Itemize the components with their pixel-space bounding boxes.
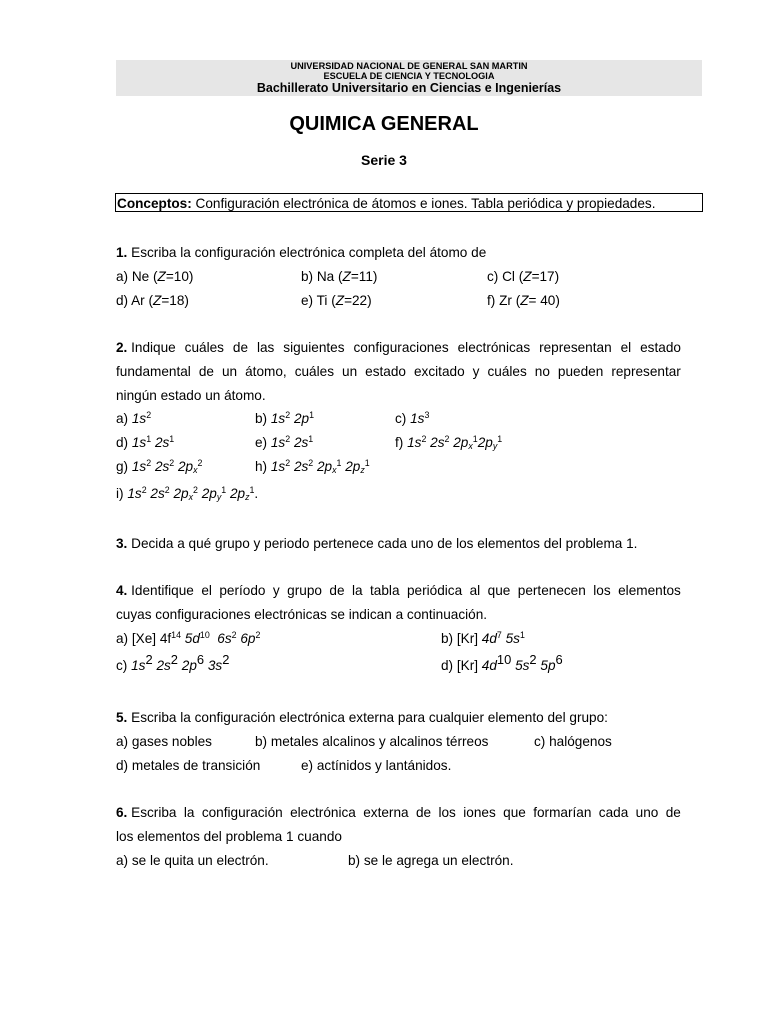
university-name: UNIVERSIDAD NACIONAL DE GENERAL SAN MARTIN bbox=[290, 61, 528, 71]
question-number: 1. bbox=[116, 245, 128, 260]
question-2-line-1: 2. Indique cuáles de las siguientes configuraciones electrónicas representan el estado bbox=[116, 340, 681, 355]
q1-option-c: c) Cl (Z=17) bbox=[487, 269, 560, 284]
question-number: 6. bbox=[116, 805, 128, 820]
q1-option-a: a) Ne (Z=10) bbox=[116, 269, 194, 284]
question-number: 2. bbox=[116, 340, 128, 355]
q2-option-g: g) $1s^2$ $2s^2$ $2p_x^2$ bbox=[116, 458, 203, 476]
q2-option-d: d) $1s^1$ $2s^1$ bbox=[116, 434, 175, 450]
question-text: Decida a qué grupo y periodo pertenece cada uno de los elementos del problema 1. bbox=[131, 536, 638, 551]
concepts-label: Conceptos: bbox=[117, 196, 192, 211]
q5-option-a: a) gases nobles bbox=[116, 734, 212, 749]
q1-option-f: f) Zr (Z= 40) bbox=[487, 293, 560, 308]
question-2-line-2: fundamental de un átomo, cuáles un estado excitado y cuáles no pueden representar bbox=[116, 364, 681, 379]
q6-option-b: b) se le agrega un electrón. bbox=[348, 853, 514, 868]
page-title: QUIMICA GENERAL bbox=[289, 113, 479, 135]
q2-option-b: b) $1s^2$ $2p^1$ bbox=[255, 410, 314, 426]
question-text: Escriba la configuración electrónica completa del átomo de bbox=[131, 245, 487, 260]
q2-option-i: i) $1s^2$ $2s^2$ $2p_x^2$ $2p_y^1$ $2p_z^1$. bbox=[116, 485, 259, 503]
q4-option-d: d) [Kr] $4d^{10}$ $5s^2$ $5p^6$ bbox=[441, 652, 563, 673]
q2-option-c: c) $1s^3$ bbox=[395, 410, 430, 426]
series-number: Serie 3 bbox=[361, 152, 407, 168]
program-name: Bachillerato Universitario en Ciencias e Ingenierías bbox=[256, 81, 562, 95]
q2-option-f: f) $1s^2$ $2s^2$ $2p_x^12p_y^1$ bbox=[395, 434, 503, 452]
q5-option-b: b) metales alcalinos y alcalinos térreos bbox=[255, 734, 489, 749]
q5-option-c: c) halógenos bbox=[534, 734, 612, 749]
question-number: 4. bbox=[116, 583, 128, 598]
question-6-line-1: 6. Escriba la configuración electrónica externa de los iones que formarían cada uno de bbox=[116, 805, 681, 820]
q5-option-e: e) actínidos y lantánidos. bbox=[301, 758, 452, 773]
question-number: 3. bbox=[116, 536, 128, 551]
question-4-line-2: cuyas configuraciones electrónicas se indican a continuación. bbox=[116, 607, 488, 622]
question-4-line-1: 4. Identifique el período y grupo de la tabla periódica al que pertenecen los elementos bbox=[116, 583, 681, 598]
q4-option-c: c) $1s^2$ $2s^2$ $2p^6$ $3s^2$ bbox=[116, 652, 230, 673]
q2-option-e: e) $1s^2$ $2s^1$ bbox=[255, 434, 314, 450]
question-text: Escriba la configuración electrónica externa para cualquier elemento del grupo: bbox=[131, 710, 608, 725]
q4-option-a: a) [Xe] $4f^{14}$ $5d^{10}$ $6s^2$ $6p^2$ bbox=[116, 630, 261, 646]
q4-option-b: b) [Kr] $4d^7$ $5s^1$ bbox=[441, 630, 525, 646]
question-number: 5. bbox=[116, 710, 128, 725]
institution-header bbox=[116, 60, 702, 96]
question-5 bbox=[116, 710, 608, 726]
q6-option-a: a) se le quita un electrón. bbox=[116, 853, 269, 868]
question-6-line-2: los elementos del problema 1 cuando bbox=[116, 829, 342, 844]
q1-option-e: e) Ti (Z=22) bbox=[301, 293, 372, 308]
q2-option-a: a) $1s^2$ bbox=[116, 410, 152, 426]
concepts-box bbox=[115, 193, 703, 212]
q5-option-d: d) metales de transición bbox=[116, 758, 261, 773]
question-2-line-3: ningún estado un átomo. bbox=[116, 388, 266, 403]
q1-option-b: b) Na (Z=11) bbox=[301, 269, 378, 284]
q2-option-h: h) $1s^2$ $2s^2$ $2p_x^1$ $2p_z^1$ bbox=[255, 458, 370, 476]
q1-option-d: d) Ar (Z=18) bbox=[116, 293, 189, 308]
question-1 bbox=[116, 245, 486, 261]
question-3 bbox=[116, 536, 637, 552]
school-name: ESCUELA DE CIENCIA Y TECNOLOGIA bbox=[323, 71, 495, 81]
concepts-text: Configuración electrónica de átomos e iones. Tabla periódica y propiedades. bbox=[195, 196, 656, 211]
